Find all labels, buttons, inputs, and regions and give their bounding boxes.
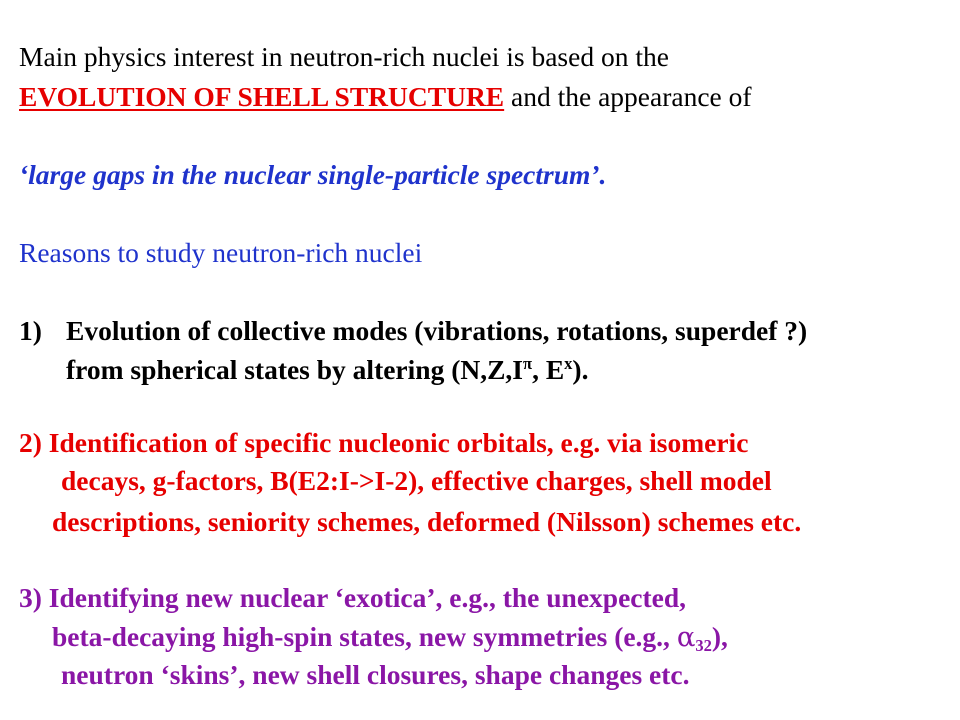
shell-structure-highlight: EVOLUTION OF SHELL STRUCTURE	[19, 81, 505, 112]
x-superscript: x	[564, 354, 573, 373]
item3-line-2	[52, 621, 728, 653]
item2-line-3	[52, 506, 801, 538]
intro-text-2: and the appearance of	[504, 81, 752, 112]
reasons-heading	[19, 237, 422, 269]
alpha-symbol: α	[676, 621, 696, 653]
item1-text-1: Evolution of collective modes (vibrations, rotations, superdef ?)	[66, 315, 808, 346]
item1-number: 1)	[19, 315, 42, 346]
item2-line-2	[61, 465, 772, 497]
item1-line-1	[19, 315, 807, 347]
item3-text-2b: ),	[711, 621, 728, 652]
item3-line-1	[19, 582, 686, 614]
item3-text-3: neutron ‘skins’, new shell closures, shape changes etc.	[61, 659, 690, 690]
intro-line-1	[19, 41, 669, 73]
item3-line-3	[61, 659, 689, 691]
item2-text-3: descriptions, seniority schemes, deformed (Nilsson) schemes etc.	[52, 506, 802, 537]
item1-text-2b: , E	[532, 354, 565, 385]
item3-text-1: 3) Identifying new nuclear ‘exotica’, e.g., the unexpected,	[19, 582, 687, 613]
item2-text-1: 2) Identification of specific nucleonic orbitals, e.g. via isomeric	[19, 427, 749, 458]
item2-text-2: decays, g-factors, B(E2:I->I-2), effective charges, shell model	[61, 465, 772, 496]
alpha-subscript: 32	[695, 636, 712, 655]
large-gaps-quote	[19, 159, 606, 191]
item2-line-1	[19, 427, 748, 459]
item3-text-2a: beta-decaying high-spin states, new symmetries (e.g.,	[52, 621, 677, 652]
intro-line-2	[19, 81, 752, 113]
reasons-heading-text: Reasons to study neutron-rich nuclei	[19, 237, 423, 268]
intro-text-1: Main physics interest in neutron-rich nuclei is based on the	[19, 41, 669, 72]
item1-text-2c: ).	[572, 354, 589, 385]
pi-superscript: π	[523, 354, 533, 373]
quote-text: ‘large gaps in the nuclear single-particle spectrum’.	[19, 159, 607, 190]
item1-text-2a: from spherical states by altering (N,Z,I	[66, 354, 524, 385]
item1-line-2	[66, 354, 588, 386]
